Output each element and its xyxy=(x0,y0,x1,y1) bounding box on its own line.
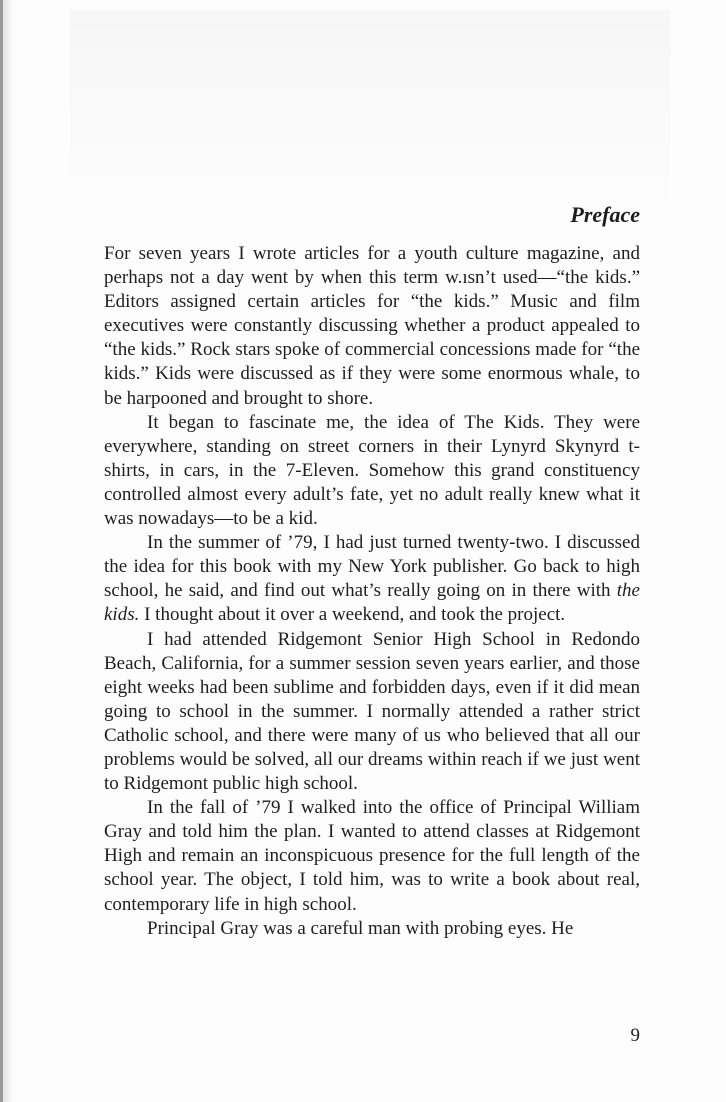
paragraph xyxy=(104,242,640,411)
paragraph xyxy=(104,796,640,916)
paragraph-text: It began to fascinate me, the idea of The Kids. They were everywhere, standing on street corners in their Lynyrd Skynyrd t-shirts, in cars, in the 7-Eleven. Somehow this grand constituency controlled almost every adult’s fate, yet no adult really knew what it was nowadays—to be a kid. xyxy=(104,411,640,530)
chapter-heading: Preface xyxy=(570,202,640,227)
reverse-side-show-through xyxy=(70,10,670,200)
paragraph-text: I thought about it over a weekend, and took the project. xyxy=(139,604,566,626)
page-gutter-shadow xyxy=(3,0,13,1102)
paragraph xyxy=(104,411,640,531)
page-number: 9 xyxy=(630,1025,640,1046)
paragraph-text: Principal Gray was a careful man with probing eyes. He xyxy=(147,917,574,939)
paragraph xyxy=(104,917,640,941)
paragraph xyxy=(104,628,640,797)
paragraph xyxy=(104,531,640,627)
paragraph-text: I had attended Ridgemont Senior High School in Redondo Beach, California, for a summer session seven years earlier, and those eight weeks had been sublime and forbidden days, even if it did mean going to school in the summer. I normally attended a rather strict Catholic school, and there were many of us who believed that all our problems would be solved, all our dreams within reach if we just went to Ridgemont public high school. xyxy=(104,628,640,795)
italic-phrase: the kids. xyxy=(104,580,640,626)
paragraph-text: In the fall of ’79 I walked into the office of Principal William Gray and told him the plan. I wanted to attend classes at Ridgemont High and remain an inconspicuous presence for the full length of the school year. The object, I told him, was to write a book about real, contemporary life in high school. xyxy=(104,797,640,915)
paragraph-text: For seven years I wrote articles for a youth culture magazine, and perhaps not a day went by when this term w.ısn’t used—“the kids.” Editors assigned certain articles for “the kids.” Music and film executives were constantly discussing whether a product appealed to “the kids.” Rock stars spoke of commercial concessions made for “the kids.” Kids were discussed as if they were some enormous whale, to be harpooned and brought to shore. xyxy=(104,243,640,409)
body-text xyxy=(104,242,640,941)
paragraph-text: In the summer of ’79, I had just turned twenty-two. I discussed the idea for this book with my New York publisher. Go back to high school, he said, and find out what’s really going on in there with xyxy=(104,532,640,602)
